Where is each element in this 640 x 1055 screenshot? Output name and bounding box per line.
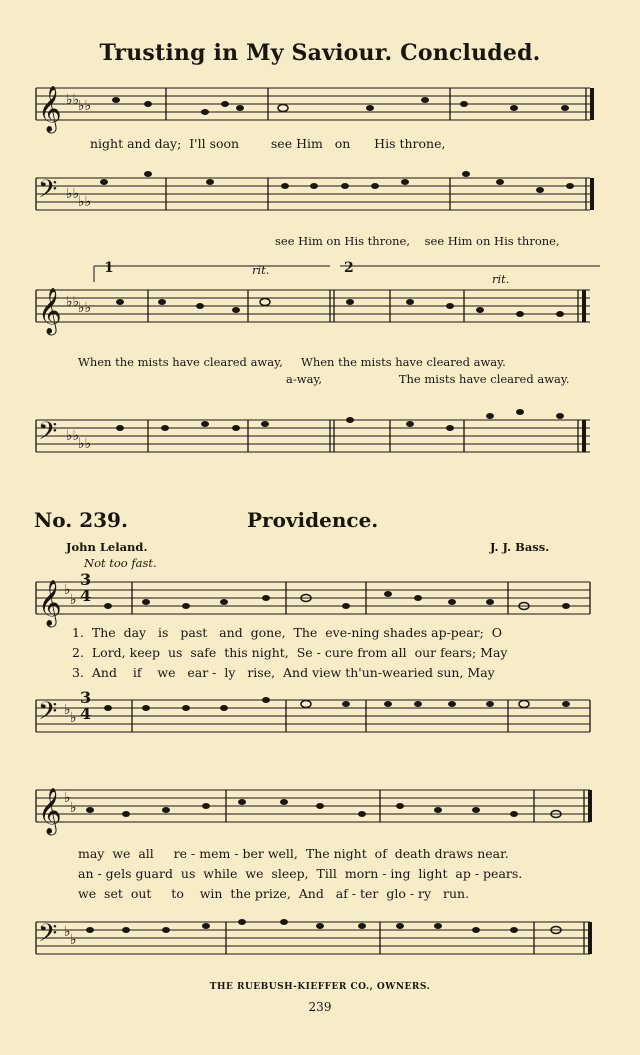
staff-hymn-row-1-treble <box>0 572 640 632</box>
hymn-author: John Leland. <box>66 540 148 554</box>
svg-text:𝄞: 𝄞 <box>38 580 62 626</box>
svg-text:♭♭: ♭♭ <box>78 98 92 114</box>
svg-text:♭: ♭ <box>64 702 71 718</box>
page-title: Trusting in My Saviour. Concluded. <box>99 40 541 66</box>
staff-hymn-row-1-bass <box>0 690 640 750</box>
ritardando-mark-1: rit. <box>252 263 270 277</box>
staff-hymn-row-2-treble <box>0 780 640 840</box>
time-signature-bass <box>80 690 91 722</box>
svg-text:♭: ♭ <box>64 924 71 940</box>
staff-system-2-treble <box>0 280 640 350</box>
lyric-system-1-lower: see Him on His throne, see Him on His throne, <box>275 234 560 248</box>
svg-text:♭: ♭ <box>70 800 77 816</box>
ritardando-mark-2: rit. <box>492 272 510 286</box>
svg-text:♭: ♭ <box>70 710 77 726</box>
svg-text:𝄢: 𝄢 <box>38 417 58 452</box>
staff-hymn-row-2-bass <box>0 912 640 972</box>
svg-text:♭♭: ♭♭ <box>66 186 80 202</box>
verse-1-line-2: may we all re - mem - ber well, The night of death draws near. <box>78 846 509 861</box>
verse-3-line-2: we set out to win the prize, And af - ter glo - ry run. <box>78 886 470 901</box>
time-signature-bass-top: 3 <box>80 688 92 707</box>
time-signature-bottom: 4 <box>80 586 92 605</box>
verse-2-line-2: an - gels guard us while we sleep, Till morn - ing light ap - pears. <box>78 866 523 881</box>
svg-text:♭♭: ♭♭ <box>66 92 80 108</box>
staff-system-1-bass <box>0 168 640 228</box>
lyric-system-2-lower: a-way, The mists have cleared away. <box>286 372 570 386</box>
svg-text:♭♭: ♭♭ <box>66 294 80 310</box>
hymn-composer: J. J. Bass. <box>490 540 550 554</box>
lyric-system-1-upper: night and day; I'll soon see Him on His throne, <box>90 136 446 151</box>
verse-1-line-1: 1. The day is past and gone, The eve-ning shades ap-pear; O <box>72 625 503 640</box>
svg-text:♭: ♭ <box>64 790 71 806</box>
svg-text:𝄢: 𝄢 <box>38 175 58 210</box>
hymn-title: Providence. <box>247 508 379 532</box>
svg-text:𝄞: 𝄞 <box>38 288 62 334</box>
svg-text:♭: ♭ <box>70 932 77 948</box>
time-signature-top: 3 <box>80 570 92 589</box>
svg-text:♭♭: ♭♭ <box>78 436 92 452</box>
svg-text:𝄢: 𝄢 <box>38 697 58 732</box>
first-ending-label: 1 <box>104 260 114 276</box>
publisher-footer: THE RUEBUSH-KIEFFER CO., OWNERS. <box>209 982 431 992</box>
svg-text:♭♭: ♭♭ <box>78 194 92 210</box>
svg-text:♭: ♭ <box>70 592 77 608</box>
svg-text:♭♭: ♭♭ <box>78 300 92 316</box>
svg-text:𝄞: 𝄞 <box>38 86 62 132</box>
svg-text:𝄞: 𝄞 <box>38 788 62 834</box>
staff-system-2-bass <box>0 410 640 470</box>
lyric-system-2-upper: When the mists have cleared away, When the mists have cleared away. <box>78 355 506 369</box>
svg-text:♭: ♭ <box>64 582 71 598</box>
time-signature-treble <box>80 572 91 604</box>
svg-text:♭♭: ♭♭ <box>66 428 80 444</box>
second-ending-label: 2 <box>344 260 354 276</box>
page-number: 239 <box>308 1000 332 1014</box>
tempo-marking: Not too fast. <box>84 556 157 570</box>
time-signature-bass-bottom: 4 <box>80 704 92 723</box>
verse-3-line-1: 3. And if we ear - ly rise, And view th'un-wearied sun, May <box>72 665 495 680</box>
svg-text:𝄢: 𝄢 <box>38 919 58 954</box>
staff-system-1-treble <box>0 78 640 138</box>
verse-2-line-1: 2. Lord, keep us safe this night, Se - cure from all our fears; May <box>72 645 508 660</box>
hymn-number: No. 239. <box>34 508 128 532</box>
